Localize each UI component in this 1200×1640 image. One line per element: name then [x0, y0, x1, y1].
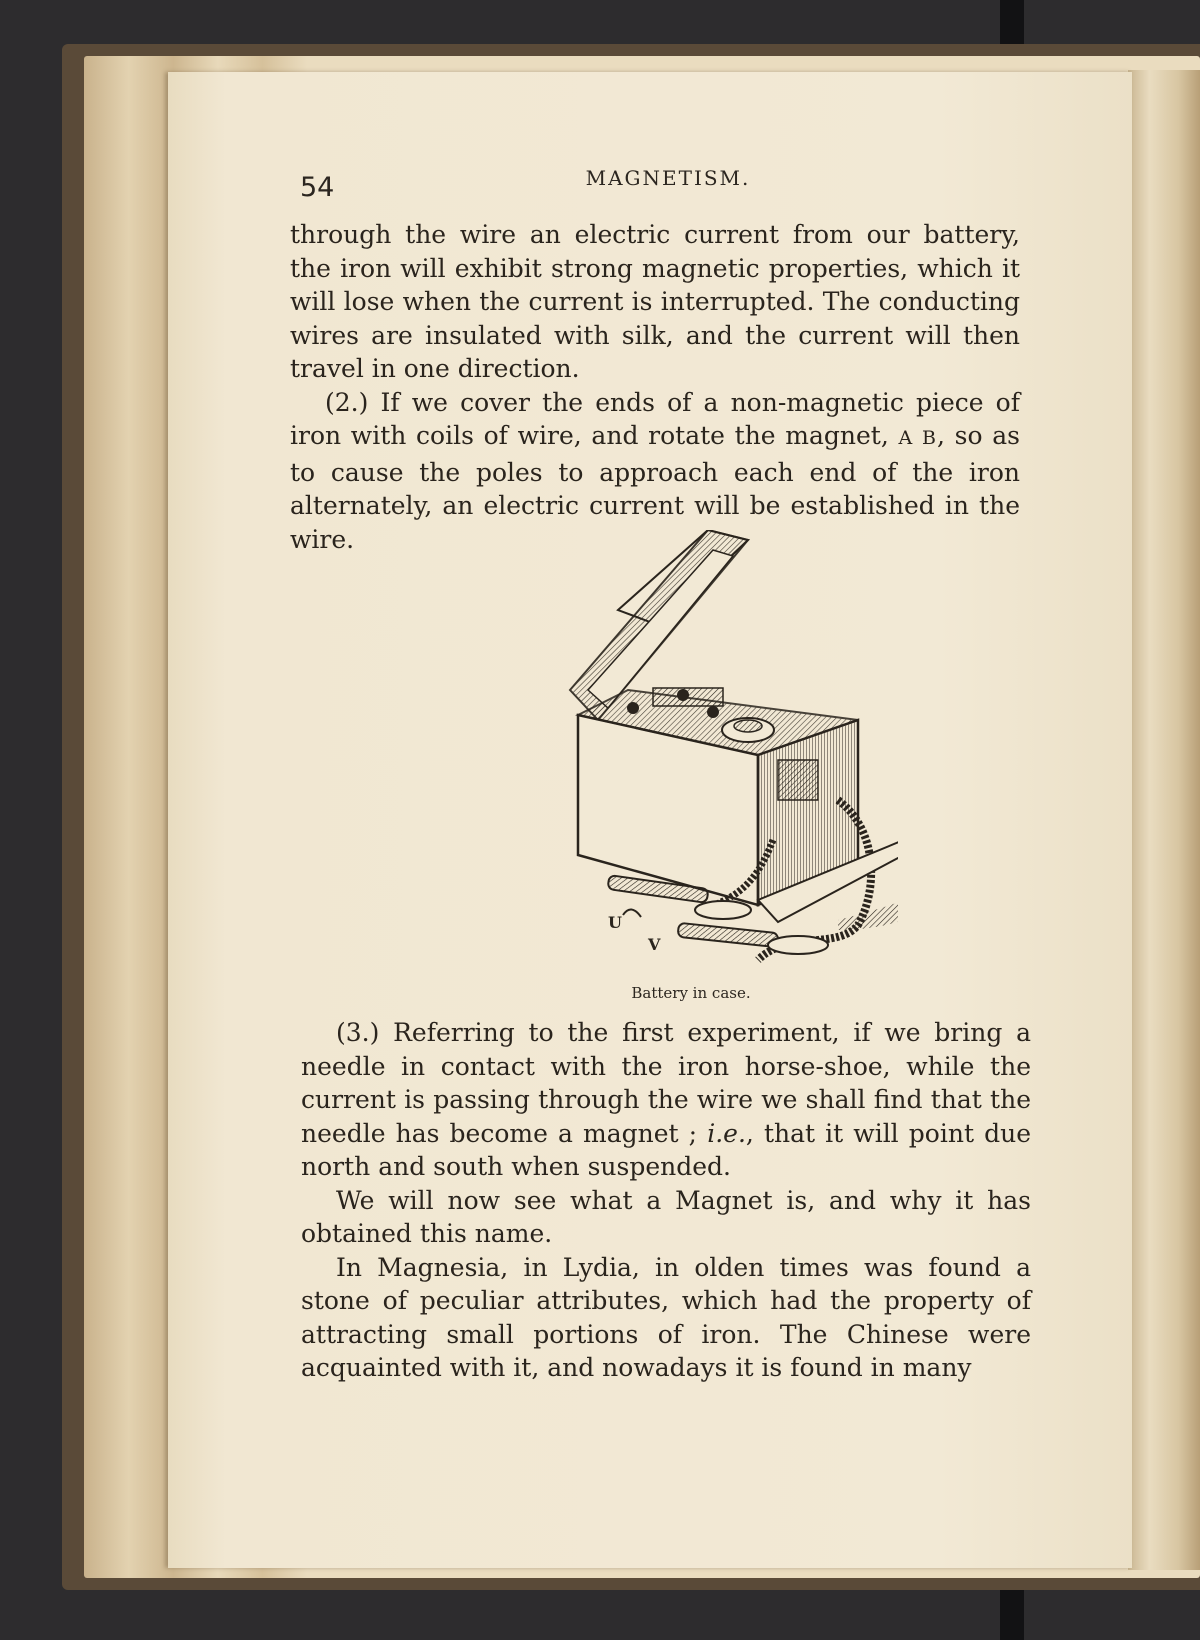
- paragraph-3: [301, 1016, 1031, 1184]
- text-block-bottom: [301, 1016, 1031, 1385]
- figure-caption: Battery in case.: [631, 984, 751, 1002]
- book-gutter: [1128, 70, 1200, 1570]
- paragraph-2-prefix: (2.) If we cover the ends of a non-magnetic piece of iron with coils of wire, and rotate the magnet,: [290, 387, 1020, 450]
- paragraph-4: We will now see what a Magnet is, and why it has obtained this name.: [301, 1185, 1031, 1248]
- book-page: [168, 72, 1132, 1568]
- text-block-top: [290, 218, 1020, 556]
- figure-label-u: U: [608, 913, 622, 932]
- figure-label-v: V: [648, 935, 661, 954]
- paragraph-3-prefix: (3.) Referring to the first experiment, if we bring a needle in contact with the iron horse-shoe, while the current is passing through the wire we shall find that the needle has become a magnet ;: [301, 1018, 1031, 1148]
- paragraph-5: In Magnesia, in Lydia, in olden times was found a stone of peculiar attributes, which had the property of attracting small portions of iron. The Chinese were acquainted with it, and nowadays it is found in many: [301, 1252, 1031, 1382]
- paragraph-2-suffix: , so as to cause the poles to approach each end of the iron alternately, an electric current will be established in the wire.: [290, 421, 1020, 554]
- running-head-title: MAGNETISM.: [585, 166, 751, 190]
- paragraph-3-italic: i.e.: [707, 1118, 746, 1148]
- paragraph-1: through the wire an electric current from our battery, the iron will exhibit strong magnetic properties, which it will lose when the current is interrupted. The conducting wires are insulated with silk, and the current will then travel in one direction.: [290, 220, 1020, 383]
- battery-illustration: [458, 530, 898, 990]
- paragraph-3-suffix: , that it will point due north and south when suspended.: [301, 1118, 1031, 1181]
- battery-engraving: [458, 530, 898, 990]
- paragraph-2-smallcaps: A B: [898, 427, 937, 449]
- page-number: 54: [300, 172, 335, 203]
